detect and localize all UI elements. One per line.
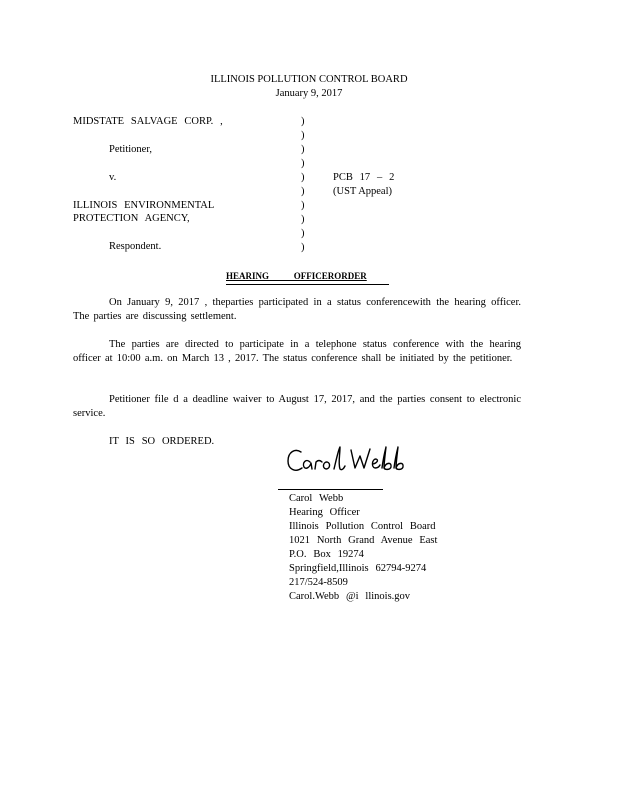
paren: ) [301,242,305,253]
case-number: PCB 17 – 2 [333,172,395,183]
agency-heading: ILLINOIS POLLUTION CONTROL BOARD [210,74,408,85]
order-date: January 9, 2017 [275,88,343,99]
versus-label: v. [109,172,117,183]
paren: ) [301,116,305,127]
petitioner-name: MIDSTATE SALVAGE CORP. , [73,116,223,127]
signer-name: Carol Webb [289,493,344,504]
paren: ) [301,130,305,141]
caption-parentheses [301,115,311,255]
paren: ) [301,186,305,197]
paren: ) [301,214,305,225]
paragraph-text: On January 9, 2017 , theparties participated in a status conferencewith the hearing officer. The parties are discussing settlement. [73,297,521,322]
paragraph-status-conference [73,296,521,324]
signer-city-state-zip: Springfield,Illinois 62794-9274 [289,563,427,574]
signer-title: Hearing Officer [289,507,360,518]
signer-organization: Illinois Pollution Control Board [289,521,436,532]
petitioner-role: Petitioner, [109,144,153,155]
handwritten-signature [285,443,415,479]
paren: ) [301,158,305,169]
paren: ) [301,172,305,183]
respondent-role: Respondent. [109,241,162,252]
order-title: HEARING OFFICERORDER [226,269,389,285]
closing-statement: IT IS SO ORDERED. [109,436,215,447]
case-type: (UST Appeal) [333,186,393,197]
respondent-name-line1: ILLINOIS ENVIRONMENTAL [73,200,215,211]
respondent-name-line2: PROTECTION AGENCY, [73,213,190,224]
signer-street-address: 1021 North Grand Avenue East [289,535,438,546]
signature-line [278,489,383,490]
paren: ) [301,200,305,211]
signer-po-box: P.O. Box 19274 [289,549,364,560]
paragraph-deadline-waiver [73,393,521,421]
paragraph-text: The parties are directed to participate in a telephone status conference with the hearing officer at 10:00 a.m. on March 13 , 2017. The status conference shall be initiated by the petitioner. [73,339,521,364]
paren: ) [301,144,305,155]
paragraph-text: Petitioner file d a deadline waiver to August 17, 2017, and the parties consent to electronic service. [73,394,521,419]
paragraph-telephone-conference [73,338,521,366]
paren: ) [301,228,305,239]
signer-phone: 217/524-8509 [289,577,348,588]
signer-email: Carol.Webb @i llinois.gov [289,591,411,602]
signature-block [289,492,437,604]
